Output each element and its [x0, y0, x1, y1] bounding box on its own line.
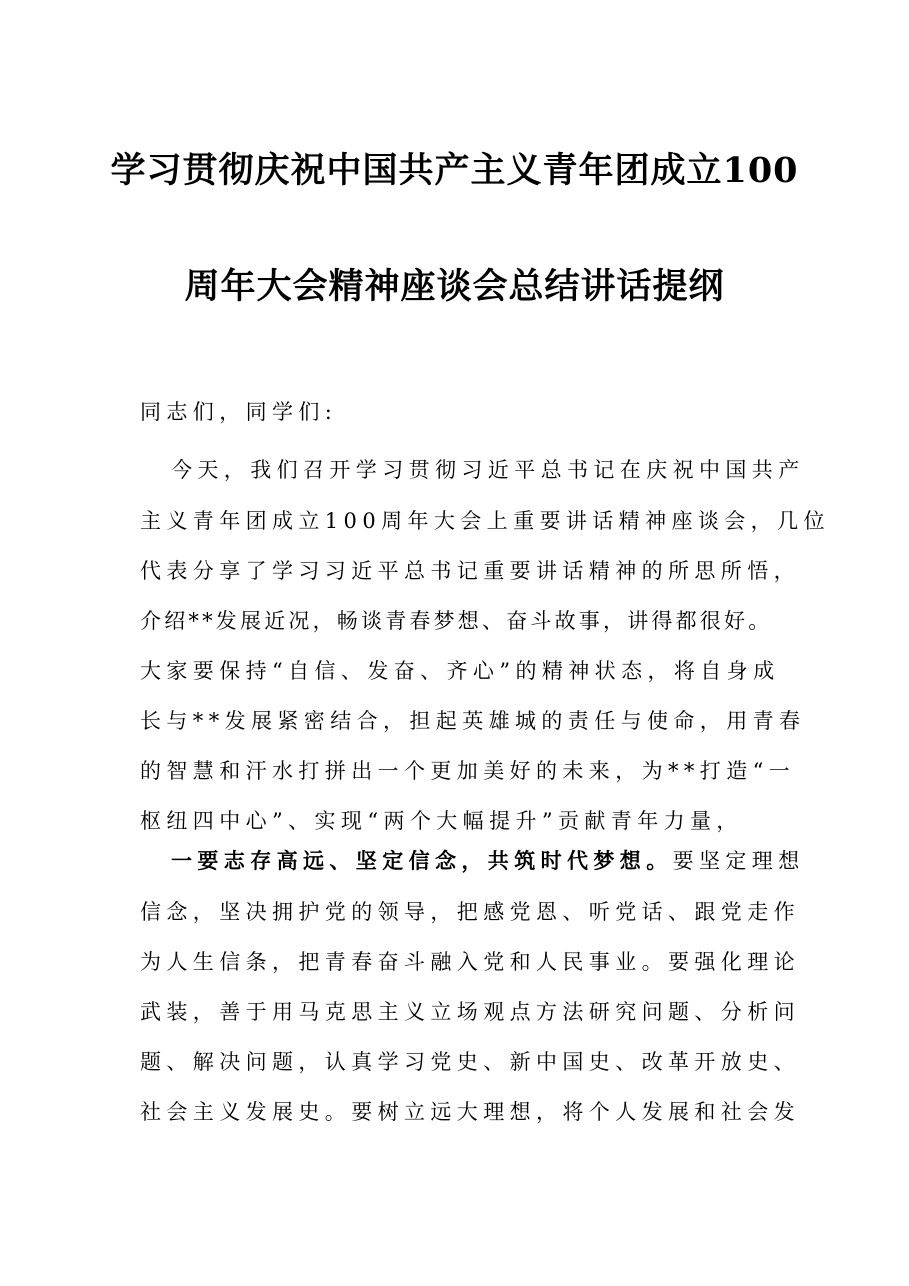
paragraph-2-line: 题、解决问题，认真学习党史、新中国史、改革开放史、 — [140, 1050, 800, 1074]
paragraph-1-line: 主义青年团成立100周年大会上重要讲话精神座谈会，几位 — [140, 509, 830, 533]
paragraph-2-first-line-rest: 要坚定理想 — [672, 849, 805, 873]
paragraph-2-first-line — [171, 846, 805, 876]
salutation-text: 同志们，同学们: — [140, 400, 338, 424]
paragraph-2-heading: 一要志存高远、坚定信念，共筑时代梦想。 — [171, 848, 673, 873]
paragraph-2-line: 社会主义发展史。要树立远大理想，将个人发展和社会发 — [140, 1100, 800, 1124]
paragraph-1-line: 枢纽四中心”、实现“两个大幅提升”贡献青年力量， — [140, 809, 743, 833]
document-title-line-2: 周年大会精神座谈会总结讲话提纲 — [184, 266, 725, 307]
paragraph-2-line: 为人生信条，把青春奋斗融入党和人民事业。要强化理论 — [140, 950, 800, 974]
paragraph-1-line: 介绍**发展近况，畅谈青春梦想、奋斗故事，讲得都很好。 — [140, 609, 773, 633]
paragraph-1-line: 大家要保持“自信、发奋、齐心”的精神状态，将自身成 — [140, 659, 780, 683]
paragraph-1-line: 的智慧和汗水打拼出一个更加美好的未来，为**打造“一 — [140, 759, 796, 783]
paragraph-1-line: 今天，我们召开学习贯彻习近平总书记在庆祝中国共产 — [171, 458, 805, 482]
paragraph-2-line: 武装，善于用马克思主义立场观点方法研究问题、分析问 — [140, 1000, 800, 1024]
paragraph-1-line: 代表分享了学习习近平总书记重要讲话精神的所思所悟， — [140, 559, 800, 583]
document-title-line-1: 学习贯彻庆祝中国共产主义青年团成立100 — [110, 150, 799, 191]
paragraph-2-line: 信念，坚决拥护党的领导，把感党恩、听党话、跟党走作 — [140, 900, 800, 924]
paragraph-1-line: 长与**发展紧密结合，担起英雄城的责任与使命，用青春 — [140, 709, 806, 733]
